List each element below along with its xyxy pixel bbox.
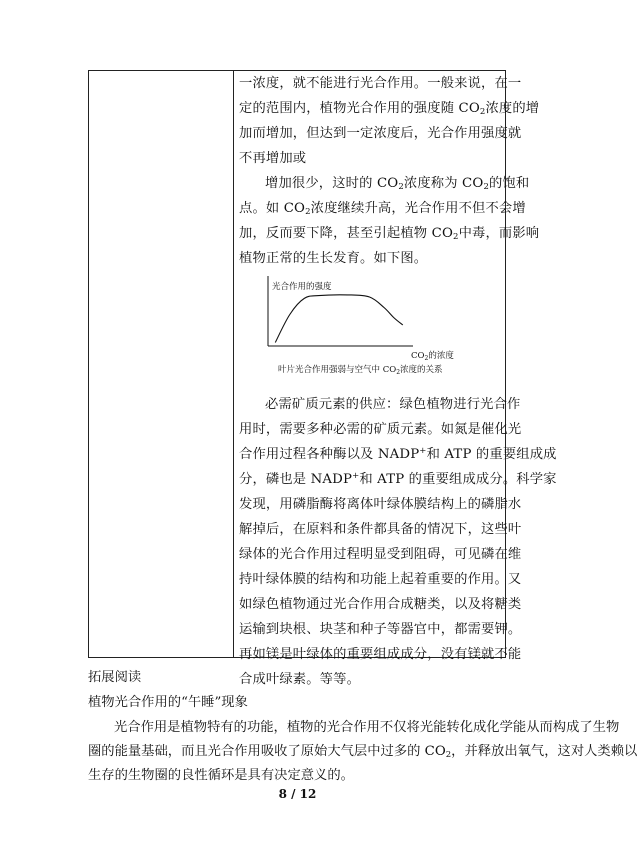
paragraph-line: 圈的能量基础，而且光合作用吸收了原始大气层中过多的 $CO_2$，并释放出氧气，这对人类赖以 (88, 744, 637, 760)
co2-photosynthesis-chart (181, 272, 454, 380)
text-line: 合作用过程各种酶以及 NADP+和 ATP 的重要组成成 (239, 446, 557, 462)
page-number: 8 / 12 (278, 787, 317, 801)
text-line: 发现，用磷脂酶将离体叶绿体膜结构上的磷脂水 (239, 497, 522, 512)
text-line: 增加很少，这时的 $CO_2$浓度称为 $CO_2$的饱和 (265, 176, 530, 192)
article-title: 植物光合作用的“午睡”现象 (88, 695, 248, 710)
paragraph-line: 生存的生物圈的良性循环是具有决定意义的。 (88, 768, 354, 783)
text-line: 植物正常的生长发育。如下图。 (239, 251, 428, 266)
text-line: 点。如 $CO_2$浓度继续升高，光合作用不但不会增 (239, 201, 526, 217)
text-line: 加，反而要下降，甚至引起植物 $CO_2$中毒，而影响 (239, 226, 540, 242)
text-line: 定的范围内，植物光合作用的强度随 $CO_2$浓度的增 (239, 101, 540, 117)
text-line: 如绿色植物通过光合作用合成糖类，以及将糖类 (239, 597, 522, 612)
article-paragraph (88, 716, 637, 788)
text-line: 分，磷也是 NADP+和 ATP 的重要组成成分。科学家 (239, 471, 557, 487)
paragraph-line: 光合作用是植物特有的功能，植物的光合作用不仅将光能转化成化学能从而构成了生物 (114, 720, 620, 735)
text-line: 加而增加，但达到一定浓度后，光合作用强度就 (239, 126, 522, 141)
intensity-curve (275, 295, 403, 343)
text-line: 持叶绿体膜的结构和功能上起着重要的作用。又 (239, 572, 522, 587)
table-border-top (88, 70, 506, 71)
table-border-left (88, 70, 89, 658)
text-line: 必需矿质元素的供应：绿色植物进行光合作 (265, 397, 521, 412)
text-line: 运输到块根、块茎和种子等器官中，都需要钾。 (239, 622, 522, 637)
text-line: 用时，需要多种必需的矿质元素。如氮是催化光 (239, 422, 522, 437)
y-axis-label: 光合作用的强度 (272, 282, 332, 292)
text-line: 再如镁是叶绿体的重要组成成分，没有镁就不能 (239, 647, 522, 662)
x-axis-label: $CO_2$的浓度 (411, 351, 454, 362)
text-line: 不再增加或 (239, 151, 307, 166)
text-line: 绿体的光合作用过程明显受到阻碍，可见磷在维 (239, 547, 522, 562)
text-line: 一浓度，就不能进行光合作用。一般来说，在一 (239, 76, 522, 91)
text-line: 合成叶绿素。等等。 (239, 672, 361, 687)
section-heading: 拓展阅读 (88, 670, 142, 685)
chart-caption: 叶片光合作用强弱与空气中 $CO_2$浓度的关系 (278, 365, 443, 376)
text-line: 解掉后，在原料和条件都具备的情况下，这些叶 (239, 522, 522, 537)
